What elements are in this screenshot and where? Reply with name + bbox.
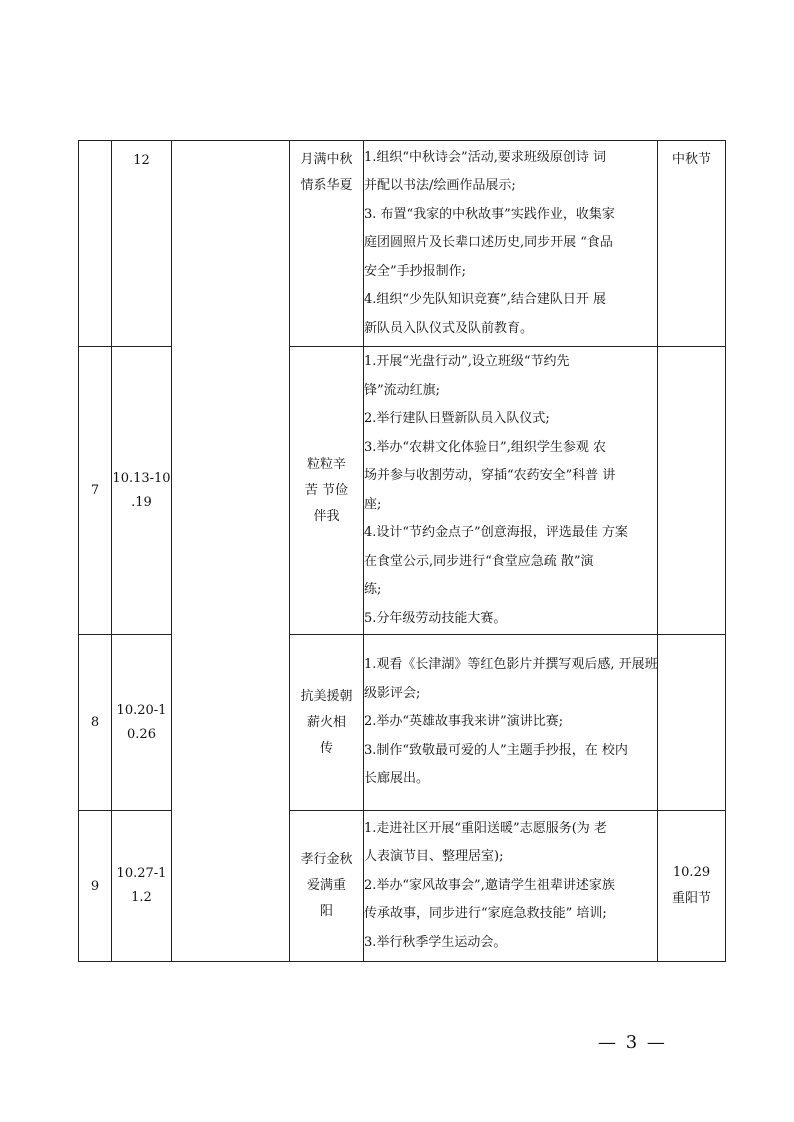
content-line: 3.举办“农耕文化体验日”,组织学生参观 农 [364, 439, 606, 455]
content-line: 2.举办“英雄故事我来讲”演讲比赛; [364, 714, 564, 730]
content-line: 长廊展出。 [364, 771, 430, 787]
content-line: 新队员入队仪式及队前教育。 [364, 320, 534, 336]
content-line: 1.走进社区开展“重阳送暖”志愿服务(为 老 [364, 820, 607, 836]
content-line: 座; [364, 496, 382, 512]
date-range [112, 141, 172, 347]
festival-line: 中秋节 [671, 152, 711, 167]
theme-cell [290, 141, 364, 347]
content-line: 1.观看《长津湖》等红色影片并撰写观后感, 开展班 [364, 657, 658, 673]
festival-cell [658, 347, 726, 635]
row-number [79, 141, 112, 347]
date-line: 10.27-1 [116, 866, 167, 881]
theme-line: 苦 节俭 [304, 482, 349, 498]
date-line: .19 [131, 494, 152, 510]
table-row [79, 141, 726, 347]
content-cell [364, 347, 658, 635]
theme-cell [290, 811, 364, 962]
content-line: 安全”手抄报制作; [364, 263, 467, 279]
content-line: 2.举行建队日暨新队员入队仪式; [364, 411, 550, 426]
content-line: 4.设计“节约金点子”创意海报，评选最佳 方案 [364, 525, 628, 540]
row-number: 9 [79, 811, 112, 962]
theme-cell [290, 635, 364, 811]
content-line: 3.举行秋季学生运动会。 [364, 934, 507, 950]
content-line: 传承故事，同步进行“家庭急救技能” 培训; [364, 906, 607, 922]
date-line: 10.20-1 [116, 702, 167, 718]
content-cell [364, 635, 658, 811]
theme-line: 孝行金秋 [300, 852, 353, 867]
date-range [112, 811, 172, 962]
theme-line: 伴我 [313, 508, 340, 524]
festival-cell [658, 811, 726, 962]
theme-line: 阳 [319, 904, 333, 919]
content-line: 并配以书法/绘画作品展示; [364, 178, 516, 194]
content-line: 场并参与收割劳动，穿插“农药安全”科普 讲 [364, 468, 616, 483]
content-line: 练; [364, 582, 382, 597]
date-range [112, 347, 172, 635]
page-number: — 3 — [598, 1032, 667, 1053]
content-line: 1.开展“光盘行动”,设立班级“节约先 [364, 354, 570, 369]
theme-line: 粒粒辛 [306, 456, 346, 472]
content-line: 级影评会; [364, 685, 421, 701]
festival-cell [658, 141, 726, 347]
activity-schedule-table [78, 140, 726, 962]
date-line: 1.2 [131, 890, 152, 905]
content-line: 4.组织“少先队知识竞赛”,结合建队日开 展 [364, 292, 606, 308]
content-line: 人表演节目、整理居室); [364, 849, 504, 865]
date-line: 10.13-10 [112, 470, 171, 486]
row-number: 7 [79, 347, 112, 635]
theme-line: 月满中秋 [300, 152, 353, 167]
date-range [112, 635, 172, 811]
merged-blank-cell [172, 141, 290, 962]
date-line: 0.26 [127, 726, 156, 742]
content-line: 2.举办“家风故事会”,邀请学生祖辈讲述家族 [364, 877, 615, 893]
theme-line: 薪火相 [306, 714, 346, 730]
content-line: 庭团圆照片及长辈口述历史,同步开展 “食品 [364, 235, 613, 251]
row-number: 8 [79, 635, 112, 811]
content-line: 1.组织“中秋诗会”活动,要求班级原创诗 词 [364, 149, 606, 165]
theme-line: 抗美援朝 [300, 688, 353, 704]
content-line: 5.分年级劳动技能大赛。 [364, 610, 507, 626]
content-line: 锋”流动红旗; [364, 382, 441, 398]
content-cell [364, 141, 658, 347]
festival-line: 10.29 [672, 865, 711, 880]
festival-line: 重阳节 [671, 891, 711, 906]
theme-line: 传 [319, 740, 333, 756]
theme-line: 情系华夏 [300, 178, 353, 193]
date-line: 12 [133, 153, 150, 168]
content-cell [364, 811, 658, 962]
content-line: 在食堂公示,同步进行“食堂应急疏 散”演 [364, 553, 594, 569]
content-line: 3. 布置“我家的中秋故事”实践作业，收集家 [364, 206, 615, 222]
theme-line: 爱满重 [306, 878, 346, 893]
theme-cell [290, 347, 364, 635]
content-line: 3.制作“致敬最可爱的人”主题手抄报，在 校内 [364, 742, 628, 758]
festival-cell [658, 635, 726, 811]
